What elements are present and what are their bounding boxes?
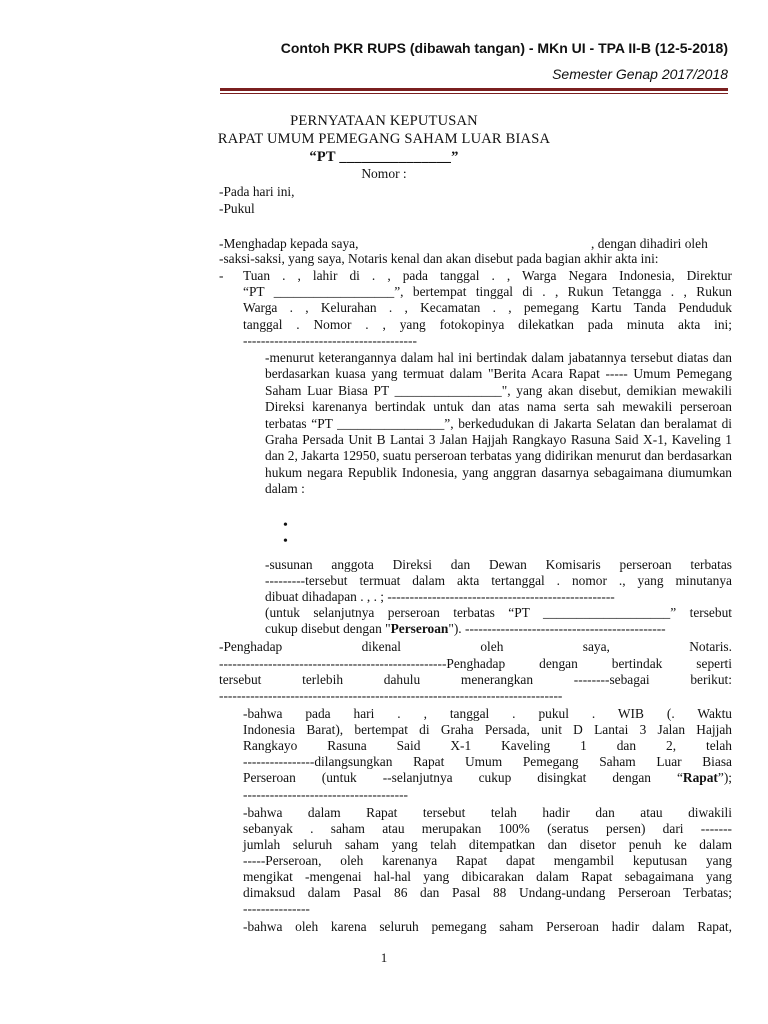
menghadap-3: -saksi-saksi, yang saya, Notaris kenal dan akan disebut pada bagian akhir akta ini: [219,251,659,266]
header-rule-thick [220,88,728,91]
bahwa2-line3: jumlah seluruh saham yang telah ditempatkan dan disetor penuh ke dalam [243,837,732,852]
bahwa1-line4: ----------------dilangsungkan Rapat Umum Pemegang Saham Luar Biasa [243,754,732,769]
pukul: -Pukul [219,201,255,216]
bahwa2-line5: mengikat -mengenai hal-hal yang dibicarakan dalam Rapat sebagaimana yang [243,869,732,884]
menghadap-1: -Menghadap kepada saya, [219,236,359,251]
bahwa1-line5 [243,770,732,786]
bahwa1-line3: Rangkayo Rasuna Said X-1 Kaveling 1 dan 2, telah [243,738,732,753]
bahwa3-line1: -bahwa oleh karena seluruh pemegang saham Perseroan hadir dalam Rapat, [243,919,732,934]
susunan-line2: ---------tersebut termuat dalam akta tertanggal . nomor ., yang minutanya [265,573,732,588]
bahwa2-line4: -----Perseroan, oleh karenanya Rapat dapat mengambil keputusan yang [243,853,732,868]
doc-nomor: Nomor : [361,166,407,181]
bahwa2-line6: dimaksud dalam Pasal 86 dan Pasal 88 Undang-undang Perseroan Terbatas; [243,885,732,900]
penghadap-line1: -Penghadap dikenal oleh saya, Notaris. [219,639,732,654]
menurut-text: -menurut keterangannya dalam hal ini bertindak dalam jabatannya tersebut diatas dan berdasarkan kuasa yang termuat dalam "Berita Acara Rapat ----- Umum Pemegang Saham Luar Biasa PT ________________", yang akan disebut, demikian mewakili Direksi karenanya bertindak untuk dan atas nama serta sah mewakili perseroan terbatas “PT ________________”, berkedudukan di Jakarta Selatan dan beralamat di Graha Persada Unit B Lantai 3 Jalan Hajjah Rangkayo Rasuna Said X-1, Kaveling 1 dan 2, Jakarta 12950, suatu perseroan terbatas yang didirikan menurut dan berdasarkan hukum negara Republik Indonesia, yang anggran dasarnya sebagaimana diumumkan dalam : [265,350,732,497]
header-title: Contoh PKR RUPS (dibawah tangan) - MKn UI - TPA II-B (12-5-2018) [280,40,728,56]
susunan-line4: (untuk selanjutnya perseroan terbatas “PT ___________________” tersebut [265,605,732,620]
pada-hari: -Pada hari ini, [219,184,295,199]
bullet-2: • [283,534,288,549]
susunan-line5-a: cukup disebut dengan " [265,621,391,636]
tuan-line4: tanggal . Nomor . , yang fotokopinya dilekatkan pada minuta akta ini; [243,317,732,332]
doc-title-line1: PERNYATAAN KEPUTUSAN [290,113,478,129]
header-rule-thin [220,93,728,94]
tuan-line3: Warga . , Kelurahan . , Kecamatan . , pemegang Kartu Tanda Penduduk [243,300,732,315]
bullet-1: • [283,518,288,533]
penghadap-line4: ----------------------------------------------------------------------------- [219,688,563,703]
susunan-line5 [265,621,666,637]
bahwa1-line2: Indonesia Barat), bertempat di Graha Persada, unit D Lantai 3 Jalan Hajjah [243,722,732,737]
page-number: 1 [380,950,388,965]
susunan-line5-c: "). --------------------------------------------- [448,621,666,636]
tuan-line1: Tuan . , lahir di . , pada tanggal . , Warga Negara Indonesia, Direktur [243,268,732,283]
bahwa2-line1: -bahwa dalam Rapat tersebut telah hadir dan atau diwakili [243,805,732,820]
bahwa1-line6: ------------------------------------- [243,787,408,802]
bahwa1-line5-c: ”); [717,770,732,785]
bahwa1-line1: -bahwa pada hari . , tanggal . pukul . WIB (. Waktu [243,706,732,721]
doc-title-line2: RAPAT UMUM PEMEGANG SAHAM LUAR BIASA [217,131,551,147]
header-subtitle: Semester Genap 2017/2018 [552,66,728,82]
bahwa2-line2: sebanyak . saham atau merupakan 100% (seratus persen) dari ------- [243,821,732,836]
rapat-term: Rapat [682,770,718,785]
menurut-paragraph [265,350,732,498]
tuan-dash: - [219,268,224,283]
susunan-line1: -susunan anggota Direksi dan Dewan Komisaris perseroan terbatas [265,557,732,572]
susunan-line3: dibuat dihadapan . , . ; --------------------------------------------------- [265,589,615,604]
perseroan-term: Perseroan [390,621,449,636]
bahwa1-line5-a: Perseroan (untuk --selanjutnya cukup disingkat dengan “ [243,770,683,785]
penghadap-line3: tersebut terlebih dahulu menerangkan --------sebagai berikut: [219,672,732,687]
tuan-line2: “PT __________________”, bertempat tinggal di . , Rukun Tetangga . , Rukun [243,284,732,299]
menghadap-2: , dengan dihadiri oleh [591,236,708,251]
bahwa2-line7: --------------- [243,901,310,916]
tuan-line5: --------------------------------------- [243,333,417,348]
doc-title-line3: “PT _______________” [309,149,459,165]
penghadap-line2: ---------------------------------------------------Penghadap dengan bertindak seperti [219,656,732,671]
